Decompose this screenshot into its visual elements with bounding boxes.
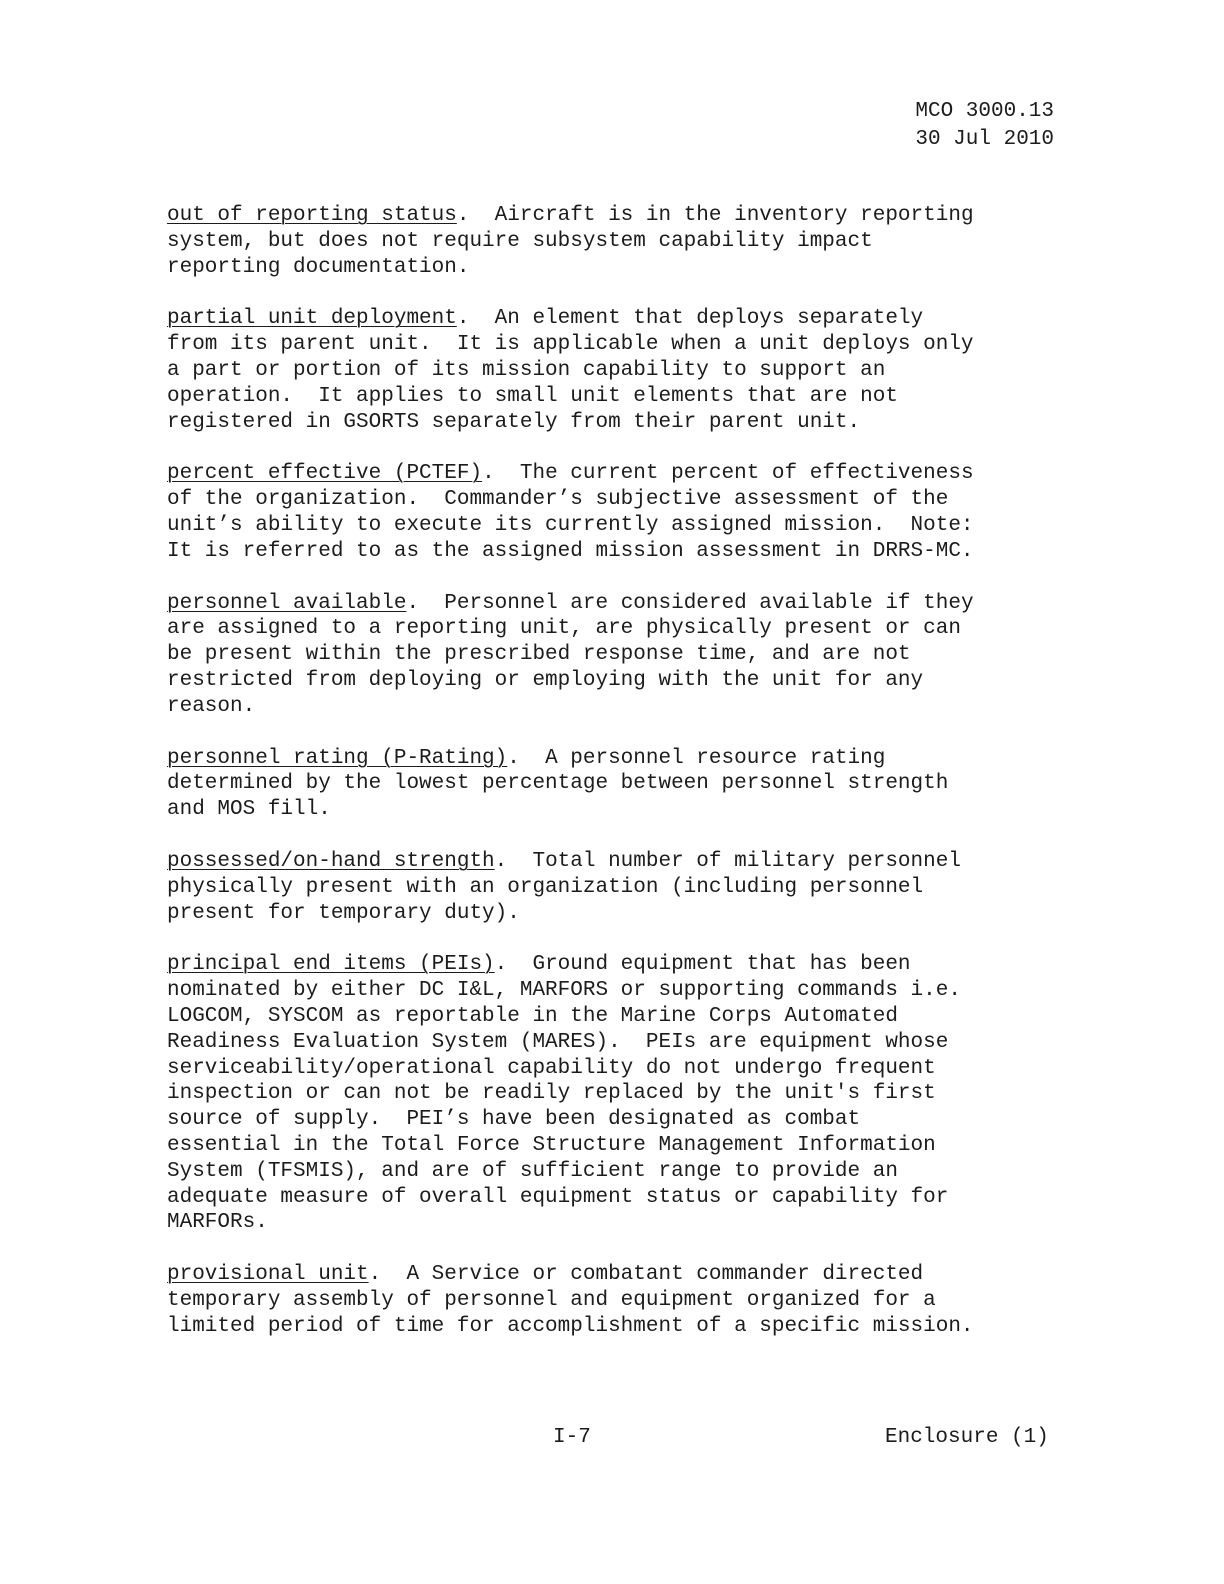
order-date: 30 Jul 2010 — [915, 128, 1054, 151]
glossary-definition: . A personnel resource rating determined by the lowest percentage between personnel strength and MOS fill. — [167, 746, 949, 822]
enclosure-label: Enclosure (1) — [885, 1426, 1049, 1449]
glossary-term: personnel available — [167, 591, 407, 615]
glossary-term: possessed/on-hand strength — [167, 849, 495, 873]
glossary-term: percent effective (PCTEF) — [167, 462, 483, 486]
glossary-definition: . Total number of military personnel physically present with an organization (including personnel present for temporary duty). — [167, 849, 961, 925]
order-number: MCO 3000.13 — [915, 100, 1054, 123]
glossary-entry — [167, 849, 1067, 926]
glossary-entry — [167, 203, 1067, 280]
glossary-entry — [167, 952, 1067, 1236]
glossary-term: out of reporting status — [167, 204, 457, 227]
document-header — [915, 98, 1054, 154]
glossary-term: partial unit deployment — [167, 307, 457, 331]
glossary-entry — [167, 746, 1067, 823]
glossary-definition: . An element that deploys separately from its parent unit. It is applicable when a unit deploys only a part or portion of its mission capability to support an operation. It applies to small unit elements that are not registered in GSORTS separately from their parent unit. — [167, 307, 974, 434]
glossary-term: principal end items (PEIs) — [167, 953, 495, 977]
glossary-entry — [167, 591, 1067, 720]
glossary-definition: . The current percent of effectiveness of the organization. Commander’s subjective assessment of the unit’s ability to execute its currently assigned mission. Note: It is referred to as the assigned mission assessment in DRRS-MC. — [167, 462, 974, 563]
glossary-definition: . Ground equipment that has been nominated by either DC I&L, MARFORS or supporting commands i.e. LOGCOM, SYSCOM as reportable in the Marine Corps Automated Readiness Evaluation System (MARES). PEIs are equipment whose serviceability/operational capability do not undergo frequent inspection or can not be readily replaced by the unit's first source of supply. PEI’s have been designated as combat essential in the Total Force Structure Management Information System (TFSMIS), and are of sufficient range to provide an adequate measure of overall equipment status or capability for MARFORs. — [167, 953, 961, 1235]
glossary-entry — [167, 306, 1067, 435]
glossary-term: personnel rating (P-Rating) — [167, 746, 508, 770]
glossary-term: provisional unit — [167, 1263, 369, 1287]
glossary-entry — [167, 1262, 1067, 1339]
page-number: I-7 — [553, 1426, 591, 1449]
glossary-entry — [167, 461, 1067, 564]
glossary-body — [167, 203, 1067, 1365]
glossary-definition: . Personnel are considered available if they are assigned to a reporting unit, are physically present or can be present within the prescribed response time, and are not restricted from deploying or employing with the unit for any reason. — [167, 591, 974, 718]
glossary-definition: . A Service or combatant commander directed temporary assembly of personnel and equipment organized for a limited period of time for accomplishment of a specific mission. — [167, 1263, 974, 1338]
glossary-definition: . Aircraft is in the inventory reporting system, but does not require subsystem capability impact reporting documentation. — [167, 204, 974, 279]
